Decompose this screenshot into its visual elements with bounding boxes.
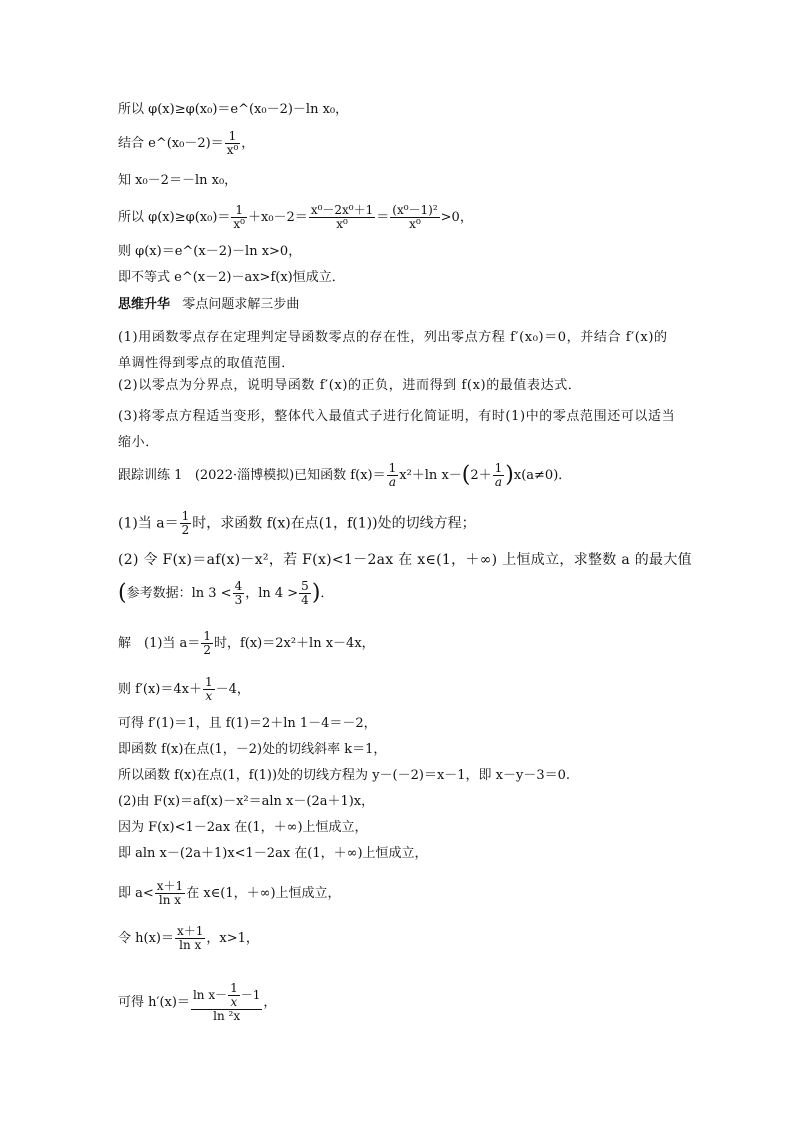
text: ，ln 4 > xyxy=(245,586,299,601)
numerator: 1 xyxy=(231,204,247,218)
solution-1 xyxy=(118,630,375,657)
text: ln x－ xyxy=(192,988,228,1002)
question-2-reference xyxy=(118,580,333,607)
text: >0， xyxy=(440,210,473,225)
numerator: 1 xyxy=(181,509,190,523)
solution-slope: 即函数 f(x)在点(1，－2)处的切线斜率 k＝1， xyxy=(118,742,387,757)
exercise-label: 跟踪训练 1 xyxy=(118,468,183,483)
solution-2-a-bound xyxy=(118,880,341,907)
paren-close: ) xyxy=(311,580,321,606)
denominator: a xyxy=(388,475,396,489)
numerator: 4 xyxy=(234,579,243,593)
text: ＋x₀－2＝ xyxy=(247,210,308,225)
numerator: 1 xyxy=(494,461,503,475)
fraction xyxy=(309,204,375,231)
numerator: 1 xyxy=(230,981,238,995)
fraction xyxy=(180,510,192,537)
paragraph-3: (3)将零点方程适当变形，整体代入最值式子进行化简证明，有时(1)中的零点范围还可以适当缩小． xyxy=(118,409,676,450)
fraction xyxy=(493,462,505,489)
text: 结合 e^(x₀－2)＝ xyxy=(118,136,224,151)
numerator: 1 xyxy=(225,130,241,144)
text: 解 (1)当 a＝ xyxy=(118,636,201,651)
paragraph-2: (2)以零点为分界点，说明导函数 f′(x)的正负，进而得到 f(x)的最值表达式． xyxy=(118,378,582,393)
fraction xyxy=(155,880,185,907)
text: 可得 h′(x)＝ xyxy=(118,995,190,1010)
text: 时，求函数 f(x)在点(1，f(1))处的切线方程； xyxy=(192,515,476,532)
denominator: a xyxy=(494,475,503,489)
text: 2＋ xyxy=(470,468,492,483)
text: x²＋ln x－ xyxy=(399,468,462,483)
line-combine xyxy=(118,130,254,157)
fraction xyxy=(390,204,439,231)
fraction xyxy=(191,982,262,1023)
text: 时，f(x)＝2x²＋ln x－4x， xyxy=(213,636,375,651)
text: ． xyxy=(320,586,334,601)
text: 所以 φ(x)≥φ(x₀)＝ xyxy=(118,210,231,225)
line-know: 知 x₀－2＝－ln x₀， xyxy=(118,173,238,188)
denominator: 3 xyxy=(234,593,243,607)
numerator: (x⁰－1)² xyxy=(392,203,438,217)
fraction xyxy=(231,204,247,231)
text: 则 f′(x)＝4x＋ xyxy=(118,682,202,697)
denominator: 4 xyxy=(301,593,309,607)
text: (1)当 a＝ xyxy=(118,515,179,532)
numerator: 1 xyxy=(204,675,213,689)
question-2: (2) 令 F(x)＝af(x)－x²，若 F(x)<1－2ax 在 x∈(1，＋∞) 上恒成立，求整数 a 的最大值 xyxy=(118,552,692,568)
denominator: x xyxy=(230,995,238,1009)
text: (2022·淄博模拟)已知函数 f(x)＝ xyxy=(194,468,386,483)
denominator: x⁰ xyxy=(409,217,421,231)
paragraph-1: (1)用函数零点存在定理判定导函数零点的存在性，列出零点方程 f′(x₀)＝0，并结合 f′(x)的单调性得到零点的取值范围． xyxy=(118,330,668,371)
text: 令 h(x)＝ xyxy=(118,931,174,946)
denominator: x⁰ xyxy=(233,217,245,231)
text: ， xyxy=(263,995,277,1010)
denominator: ln x xyxy=(158,893,182,907)
numerator: x＋1 xyxy=(176,924,204,938)
text: 在 x∈(1，＋∞)上恒成立， xyxy=(186,886,341,901)
line-phi-min: 所以 φ(x)≥φ(x₀)＝e^(x₀－2)－ln x₀， xyxy=(118,102,349,117)
fraction xyxy=(233,580,245,607)
denominator: x⁰ xyxy=(226,143,239,157)
denominator: x⁰ xyxy=(336,217,348,231)
exercise-statement xyxy=(118,462,571,489)
text: －1 xyxy=(240,988,261,1002)
numerator: 5 xyxy=(301,579,309,593)
paren-close: ) xyxy=(505,462,514,488)
solution-2-define-h xyxy=(118,925,259,952)
solution-2-equivalent: 即 aln x－(2a＋1)x<1－2ax 在(1，＋∞)上恒成立， xyxy=(118,846,428,861)
fraction xyxy=(201,630,213,657)
solution-2-start: (2)由 F(x)＝af(x)－x²＝aln x－(2a＋1)x， xyxy=(118,794,375,809)
denominator: 2 xyxy=(203,643,211,657)
fraction xyxy=(387,462,399,489)
fraction xyxy=(228,982,240,1009)
numerator xyxy=(191,982,262,1010)
solution-values: 可得 f′(1)＝1，且 f(1)＝2＋ln 1－4＝－2， xyxy=(118,716,377,731)
numerator: x＋1 xyxy=(156,879,184,893)
paren-open: ( xyxy=(461,462,471,488)
fraction xyxy=(203,676,215,703)
solution-tangent: 所以函数 f(x)在点(1，f(1))处的切线方程为 y－(－2)＝x－1，即 x－y－3＝0. xyxy=(118,768,571,783)
fraction xyxy=(225,130,241,157)
denominator: ln ²x xyxy=(213,1009,241,1023)
text: x(a≠0)． xyxy=(513,468,572,483)
solution-2-because: 因为 F(x)<1－2ax 在(1，＋∞)上恒成立， xyxy=(118,820,368,835)
numerator: 1 xyxy=(203,629,211,643)
denominator: 2 xyxy=(181,523,190,537)
text: 即 a< xyxy=(118,886,154,901)
text: ， xyxy=(241,136,255,151)
numerator: x⁰－2x⁰＋1 xyxy=(310,203,374,217)
line-inequality: 即不等式 e^(x－2)－ax>f(x)恒成立． xyxy=(118,270,345,285)
line-phi-ineq xyxy=(118,204,473,231)
paren-open: ( xyxy=(118,580,127,606)
denominator: ln x xyxy=(179,938,202,952)
solution-derivative xyxy=(118,676,250,703)
numerator: 1 xyxy=(388,461,397,475)
solution-2-h-derivative xyxy=(118,982,276,1023)
text: ，x>1， xyxy=(206,931,259,946)
text: －4， xyxy=(215,682,250,697)
text: 参考数据：ln 3 < xyxy=(126,586,232,601)
denominator: x xyxy=(205,689,213,703)
question-1 xyxy=(118,510,476,537)
heading-label: 思维升华 xyxy=(118,297,171,312)
section-heading xyxy=(118,297,299,313)
fraction xyxy=(299,580,311,607)
text: ＝ xyxy=(376,210,390,225)
fraction xyxy=(175,925,205,952)
line-then: 则 φ(x)＝e^(x－2)－ln x>0， xyxy=(118,244,302,259)
heading-text: 零点问题求解三步曲 xyxy=(182,297,300,312)
